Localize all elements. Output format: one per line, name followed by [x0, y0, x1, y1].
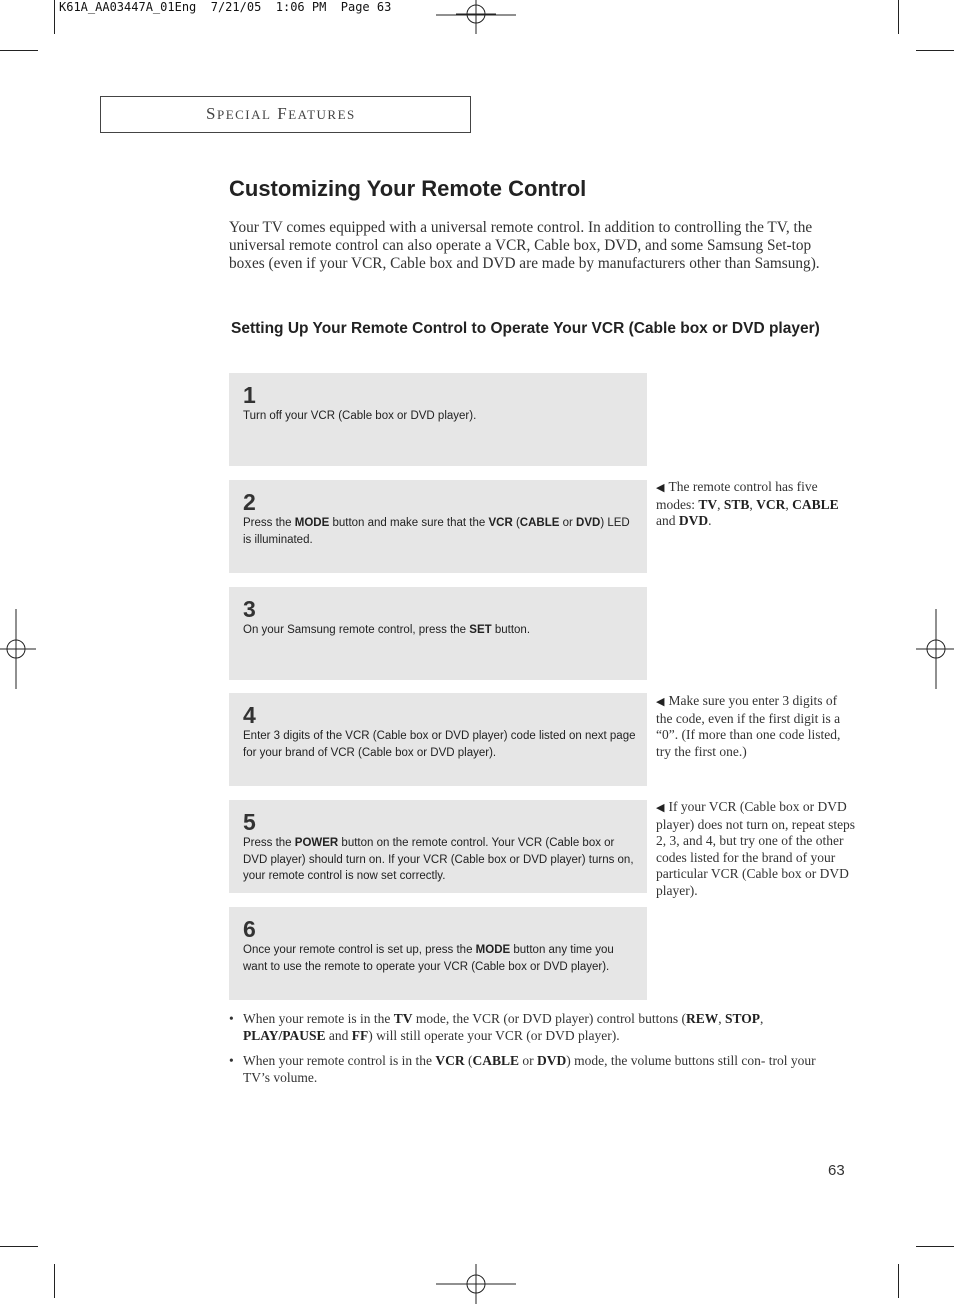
bullet-icon: • — [229, 1011, 234, 1026]
mode-name: DVD — [536, 1053, 567, 1068]
crop-mark — [898, 0, 899, 34]
button-name: MODE — [475, 944, 511, 956]
mode-name: VCR — [756, 496, 786, 512]
text-run: button on the remote control. Your VCR (Cable box or DVD player) should turn on. If your VCR (Cable box or DVD player) turns on, your remote control is now set correctly. — [243, 837, 634, 883]
text-run: button. — [491, 624, 531, 636]
left-arrow-icon: ◀ — [656, 696, 665, 708]
mode-name: TV — [698, 496, 718, 512]
crop-mark — [0, 50, 38, 51]
button-name: SET — [469, 624, 492, 636]
text-run: When your remote is in the — [243, 1011, 394, 1026]
section-title-cap: S — [206, 104, 217, 123]
side-note — [656, 799, 856, 899]
mode-name: CABLE — [519, 517, 560, 529]
text-run: When your remote control is in the — [243, 1053, 436, 1068]
button-name: FF — [351, 1028, 369, 1043]
section-title-cap: F — [277, 104, 289, 123]
text-run: or — [559, 517, 577, 529]
section-title-rest: PECIAL — [216, 107, 272, 122]
intro-paragraph: Your TV comes equipped with a universal remote control. In addition to controlling the TV, the universal remote control can also operate a VCR, Cable box, DVD, and some Samsung Set-top boxes (even if your VCR, Cable box and DVD are made by manufacturers other than Samsung). — [229, 219, 820, 273]
text-run: The remote control has five modes: — [656, 479, 818, 512]
text-run: Make sure you enter 3 digits of the code, even if the first digit is a “0”. (If more than one code listed, try the first one.) — [656, 693, 841, 759]
step-box — [229, 693, 647, 786]
mode-name: STB — [723, 496, 750, 512]
step-box — [229, 907, 647, 1000]
text-run: ) will still operate your VCR (or DVD player). — [368, 1028, 620, 1043]
text-run: button and make sure that the — [329, 517, 489, 529]
side-note — [656, 693, 856, 760]
crop-mark — [916, 1246, 954, 1247]
step-text — [243, 835, 639, 885]
mode-name: CABLE — [472, 1053, 519, 1068]
page-title: Customizing Your Remote Control — [229, 176, 587, 201]
bullet-list — [229, 1010, 829, 1094]
text-run: Press the — [243, 517, 295, 529]
step-number: 6 — [243, 916, 256, 942]
crop-mark — [54, 0, 55, 34]
crop-mark — [0, 1246, 38, 1247]
step-number: 4 — [243, 702, 256, 728]
text-run: ( — [464, 1053, 473, 1068]
step-number: 3 — [243, 596, 256, 622]
step-box — [229, 587, 647, 680]
left-arrow-icon: ◀ — [656, 482, 665, 494]
bullet-icon: • — [229, 1053, 234, 1068]
crop-mark — [898, 1264, 899, 1298]
button-name: REW — [685, 1011, 719, 1026]
text-run: , — [785, 496, 793, 512]
button-name: STOP — [724, 1011, 760, 1026]
text-run: If your VCR (Cable box or DVD player) does not turn on, repeat steps 2, 3, and 4, but try one of the other codes listed for the brand of your particular VCR (Cable box or DVD player). — [656, 799, 856, 898]
step-box — [229, 480, 647, 573]
crop-mark — [916, 50, 954, 51]
step-text: Enter 3 digits of the VCR (Cable box or DVD player) code listed on next page for your brand of VCR (Cable box or DVD player). — [243, 730, 636, 759]
list-item — [229, 1052, 829, 1086]
step-text: Turn off your VCR (Cable box or DVD player). — [243, 410, 477, 422]
left-arrow-icon: ◀ — [656, 802, 665, 814]
crop-mark — [54, 1264, 55, 1298]
step-box — [229, 800, 647, 893]
step-number: 1 — [243, 382, 256, 408]
text-run: ) LED is illuminated. — [243, 517, 630, 546]
text-run: ( — [512, 517, 520, 529]
list-item — [229, 1010, 829, 1044]
registration-mark-icon — [0, 609, 36, 689]
mode-name: DVD — [678, 513, 709, 528]
text-run: and — [325, 1028, 352, 1043]
text-run: or — [518, 1053, 537, 1068]
registration-mark-icon — [436, 1283, 516, 1285]
text-run: , — [749, 496, 757, 512]
button-name: MODE — [294, 517, 330, 529]
side-note — [656, 479, 856, 530]
mode-name: CABLE — [792, 496, 839, 512]
page-number: 63 — [828, 1162, 845, 1179]
text-run: button any time you want to use the remote to operate your VCR (Cable box or DVD player). — [243, 944, 614, 973]
step-text — [243, 942, 639, 975]
step-box — [229, 373, 647, 466]
button-name: POWER — [294, 837, 339, 849]
text-run: On your Samsung remote control, press the — [243, 624, 470, 636]
text-run: , — [718, 1011, 725, 1026]
text-run: Press the — [243, 837, 295, 849]
text-run: and — [656, 513, 679, 528]
mode-name: VCR — [435, 1053, 465, 1068]
mode-name: TV — [393, 1011, 413, 1026]
step-number: 2 — [243, 489, 256, 515]
print-slug: K61A_AA03447A_01Eng 7/21/05 1:06 PM Page 63 — [59, 0, 392, 14]
registration-mark-icon — [916, 609, 954, 689]
text-run: , — [717, 496, 724, 512]
section-subheading: Setting Up Your Remote Control to Operate Your VCR (Cable box or DVD player) — [231, 320, 820, 337]
mode-name: VCR — [488, 517, 513, 529]
step-number: 5 — [243, 809, 256, 835]
text-run: . — [708, 513, 712, 528]
step-text — [243, 622, 639, 639]
text-run: ) mode, the volume buttons still con- trol your TV’s volume. — [243, 1053, 816, 1085]
text-run: , — [759, 1011, 764, 1026]
button-name: PLAY/PAUSE — [243, 1028, 326, 1043]
text-run: mode, the VCR (or DVD player) control buttons ( — [412, 1011, 686, 1026]
registration-mark-icon — [456, 0, 496, 34]
mode-name: DVD — [576, 517, 601, 529]
step-text — [243, 515, 639, 548]
text-run: Once your remote control is set up, press the — [243, 944, 476, 956]
section-title-rest: EATURES — [288, 107, 356, 122]
section-title — [206, 104, 356, 124]
registration-mark-icon — [436, 14, 516, 16]
